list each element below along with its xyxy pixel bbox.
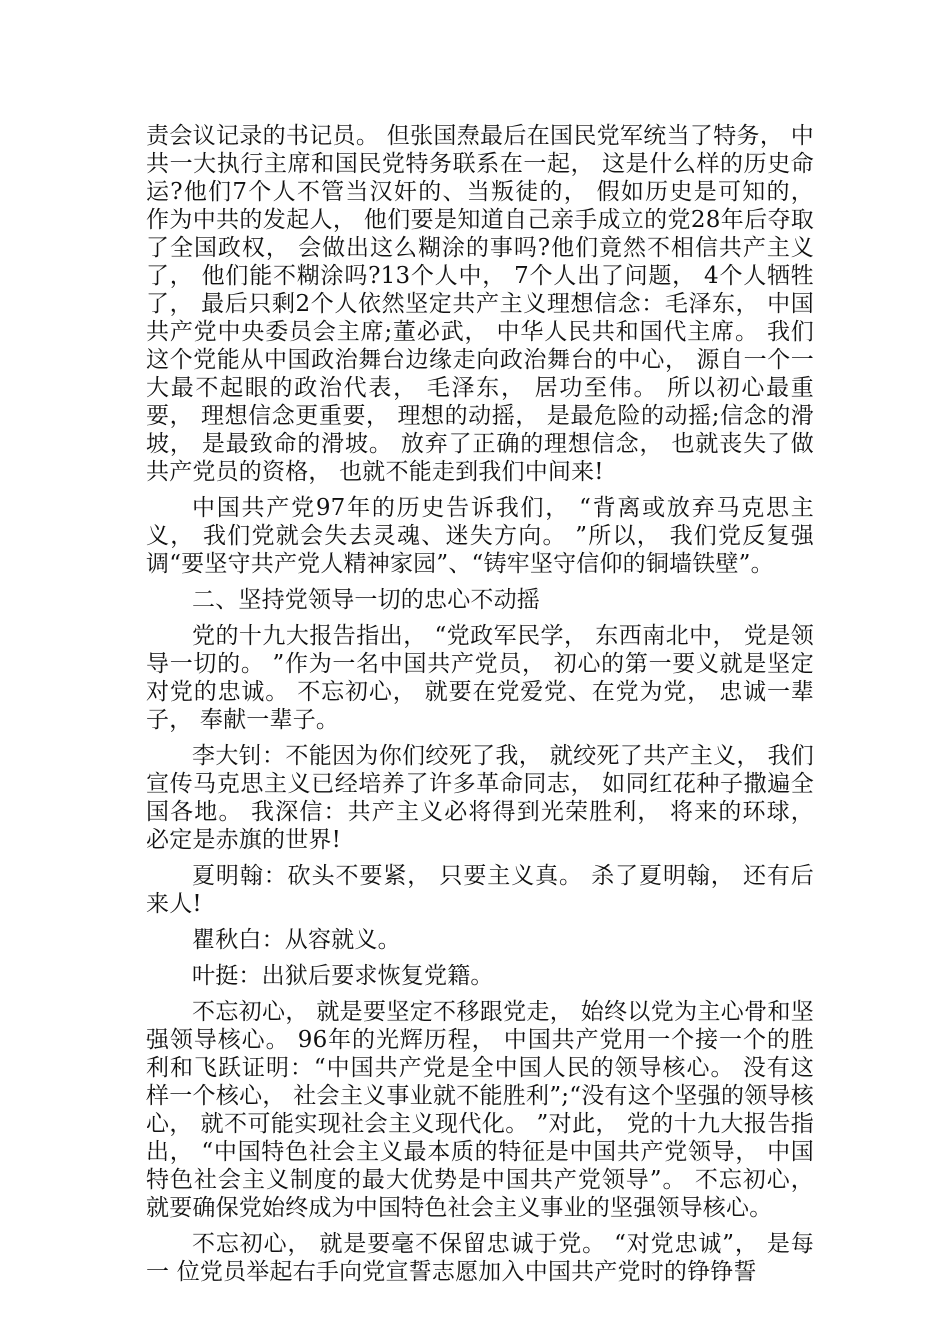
paragraph-loyalty: 不忘初心， 就是要毫不保留忠诚于党。 “对党忠诚”， 是每一 位党员举起右手向党宣誓志愿加入中国共产党时的铮铮誓 [146,1231,814,1285]
paragraph-history-lesson: 中国共产党97年的历史告诉我们， “背离或放弃马克思主义， 我们党就会失去灵魂、迷失方向。 ”所以， 我们党反复强调“要坚守共产党人精神家园”、“铸牢坚守信仰的铜墙铁壁”。 [146,495,814,577]
paragraph-ye-ting: 叶挺：出狱后要求恢复党籍。 [192,963,494,989]
paragraph-continuation: 责会议记录的书记员。 但张国焘最后在国民党军统当了特务， 中共一大执行主席和国民党特务联系在一起， 这是什么样的历史命运?他们7个人不管当汉奸的、当叛徒的， 假如历史是可知的， 作为中共的发起人， 他们要是知道自己亲手成立的党28年后夺取了全国政权， 会做出这么糊涂的事吗?他们竟然不相信共产主义了， 他们能不糊涂吗?13个人中， 7个人出了问题， 4个人牺牲了， 最后只剩2个人依然坚定共产主义理想信念：毛泽东， 中国共产党中央委员会主席;董必武， 中华人民共和国代主席。 我们这个党能从中国政治舞台边缘走向政治舞台的中心， 源自一个一大最不起眼的政治代表， 毛泽东， 居功至伟。 所以初心最重要， 理想信念更重要， 理想的动摇， 是最危险的动摇;信念的滑坡， 是最致命的滑坡。 放弃了正确的理想信念， 也就丧失了做共产党员的资格， 也就不能走到我们中间来! [146,123,814,485]
paragraph-party-leadership: 党的十九大报告指出， “党政军民学， 东西南北中， 党是领导一切的。 ”作为一名中国共产党员， 初心的第一要义就是坚定对党的忠诚。 不忘初心， 就要在党爱党、在党为党， 忠诚一辈子， 奉献一辈子。 [146,623,814,733]
paragraph-leadership-core: 不忘初心， 就是要坚定不移跟党走， 始终以党为主心骨和坚强领导核心。 96年的光辉历程， 中国共产党用一个接一个的胜利和飞跃证明：“中国共产党是全中国人民的领导核心。 没有这样一个核心， 社会主义事业就不能胜利”;“没有这个坚强的领导核心， 就不可能实现社会主义现代化。 ”对此， 党的十九大报告指出， “中国特色社会主义最本质的特征是中国共产党领导， 中国特色社会主义制度的最大优势是中国共产党领导”。 不忘初心， 就要确保党始终成为中国特色社会主义事业的坚强领导核心。 [146,999,814,1221]
paragraph-qu-qiubai: 瞿秋白：从容就义。 [192,927,401,953]
document-body [146,122,814,1286]
paragraph-xia-minghan: 夏明翰：砍头不要紧， 只要主义真。 杀了夏明翰， 还有后来人! [146,863,814,917]
section-heading: 二、坚持党领导一切的忠心不动摇 [192,587,540,613]
paragraph-li-dazhao: 李大钊：不能因为你们绞死了我， 就绞死了共产主义， 我们宣传马克思主义已经培养了许多革命同志， 如同红花种子撒遍全国各地。 我深信：共产主义必将得到光荣胜利， 将来的环球， 必定是赤旗的世界! [146,743,814,853]
